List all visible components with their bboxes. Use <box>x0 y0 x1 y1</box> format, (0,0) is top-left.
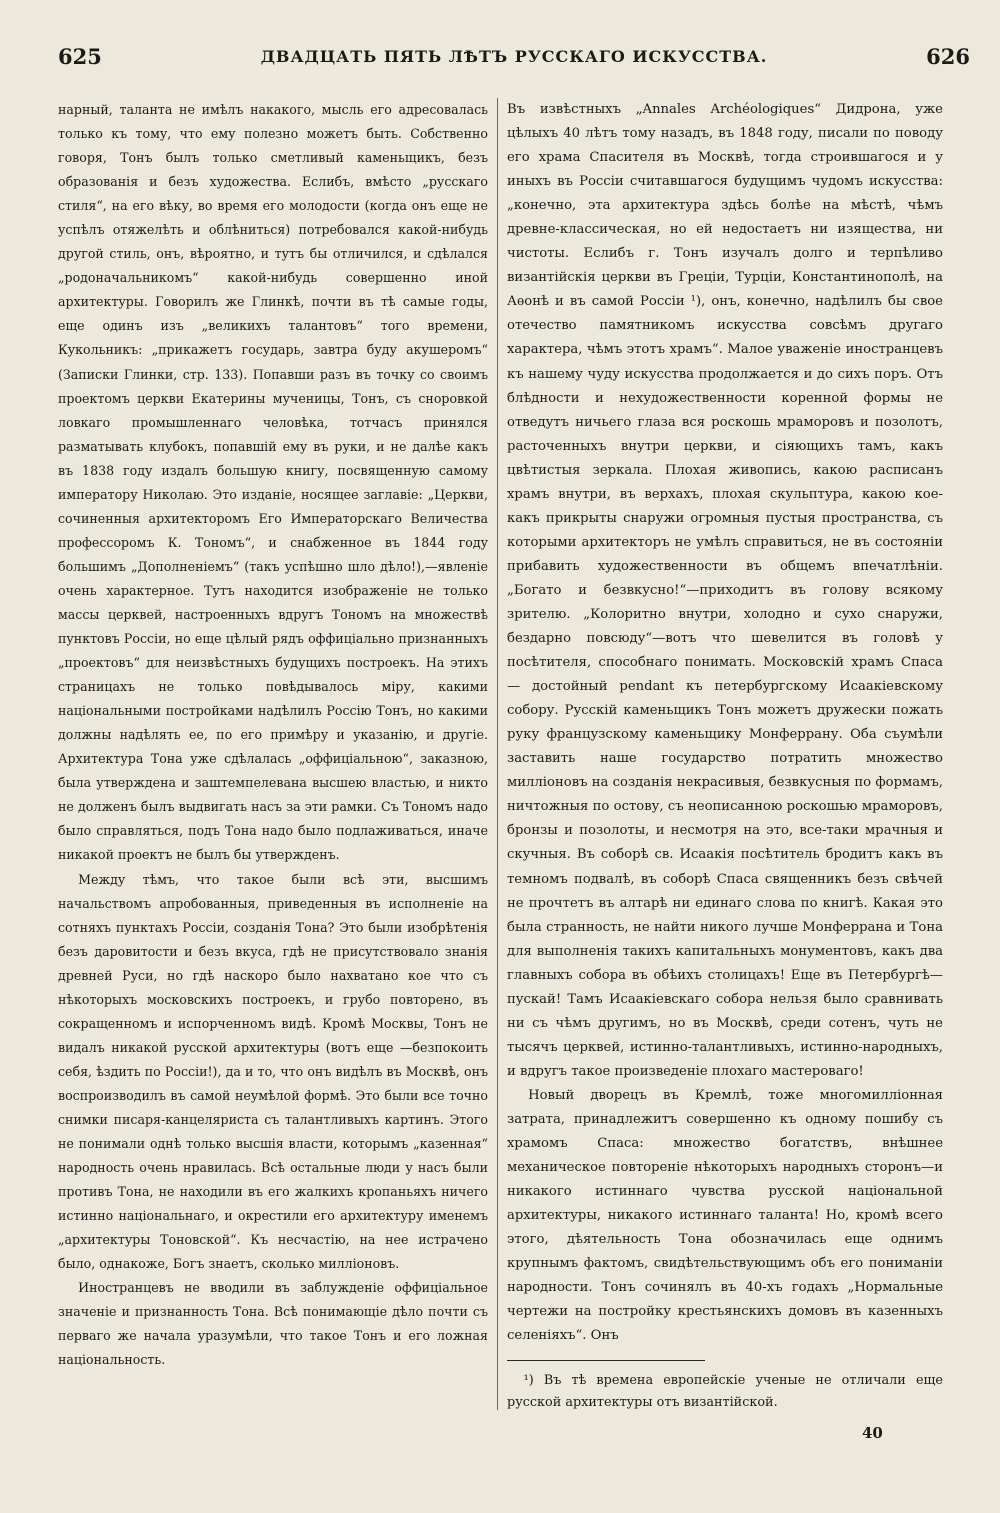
signature-mark: 40 <box>862 1424 883 1442</box>
left-column <box>58 98 488 1372</box>
page-number-right: 626 <box>926 44 970 69</box>
footnote <box>507 1370 943 1414</box>
paragraph: Новый дворецъ въ Кремлѣ, тоже многомилліонная затрата, принадлежитъ совершенно къ одному пошибу съ храмомъ Спаса: множество богатствъ, внѣшнее механическое повтореніе нѣкоторыхъ народныхъ сторонъ—и никакого истиннаго чувства русской національной архитектуры, никакого истиннаго таланта! Но, кромѣ всего этого, дѣятельность Тона обозначилась еще однимъ крупнымъ фактомъ, свидѣтельствующимъ объ его пониманіи народности. Тонъ сочинялъ въ 40-хъ годахъ „Нормальные чертежи на постройку крестьянскихъ домовъ въ казенныхъ селеніяхъ“. Онъ <box>507 1087 943 1344</box>
page-header <box>58 44 970 74</box>
paragraph: Иностранцевъ не вводили въ заблужденіе оффиціальное значеніе и признанность Тона. Всѣ понимающіе дѣло почти съ перваго же начала уразумѣли, что такое Тонъ и его ложная національность. <box>58 1280 488 1368</box>
paragraph: Въ извѣстныхъ „Annales Archéologiques“ Дидрона, уже цѣлыхъ 40 лѣтъ тому назадъ, въ 1848 году, писали по поводу его храма Спасителя въ Москвѣ, тогда строившагося и у иныхъ въ Россіи считавшагося будущимъ чудомъ искусства: „конечно, эта архитектура здѣсь болѣе на мѣстѣ, чѣмъ древне-классическая, но ей недостаетъ ни изящества, ни чистоты. Еслибъ г. Тонъ изучалъ долго и терпѣливо византійскія церкви въ Греціи, Турціи, Константинополѣ, на Аѳонѣ и въ самой Россіи ¹), онъ, конечно, надѣлилъ бы свое отечество памятникомъ искусства совсѣмъ другаго характера, чѣмъ этотъ храмъ“. Малое уваженіе иностранцевъ къ нашему чуду искусства продолжается и до сихъ поръ. Отъ блѣдности и нехудожественности коренной формы не отведутъ ничьего глаза вся роскошь мраморовъ и позолотъ, расточенныхъ внутри церкви, и сіяющихъ тамъ, какъ цвѣтистыя зеркала. Плохая живопись, какою расписанъ храмъ внутри, въ верхахъ, плохая скульптура, какою кое-какъ прикрыты снаружи огромныя пустыя пространства, съ которыми архитекторъ не умѣлъ справиться, не въ состояніи прибавить художественности въ общемъ впечатлѣніи. „Богато и безвкусно!“—приходитъ въ голову всякому зрителю. „Колоритно внутри, холодно и сухо снаружи, бездарно повсюду“—вотъ что шевелится въ головѣ у посѣтителя, способнаго понимать. Московскій храмъ Спаса — достойный pendant къ петербургскому Исаакіевскому собору. Русскій каменьщикъ Тонъ можетъ дружески пожать руку французскому каменьщику Монферрану. Оба съумѣли заставить наше государство потратить множество милліоновъ на созданія некрасивыя, безвкусныя по формамъ, ничтожныя по остову, съ неописанною роскошью мраморовъ, бронзы и позолоты, и несмотря на это, все-таки мрачныя и скучныя. Въ соборѣ св. Исаакія посѣтитель бродитъ какъ въ темномъ подвалѣ, въ соборѣ Спаса священникъ безъ свѣчей не прочтетъ въ алтарѣ ни единаго слова по книгѣ. Какая это была странность, не найти никого лучше Монферрана и Тона для выполненія такихъ капитальныхъ монументовъ, какъ два главныхъ собора въ обѣихъ столицахъ! Еще въ Петербургѣ—пускай! Тамъ Исаакіевскаго собора нельзя было сравнивать ни съ чѣмъ другимъ, но въ Москвѣ, среди сотенъ, чуть не тысячъ церквей, истинно-талантливыхъ, истинно-народныхъ, и вдругъ такое произведеніе плохаго мастероваго! <box>507 102 943 1079</box>
column-divider <box>497 98 498 1410</box>
footnote-text: ¹) Въ тѣ времена европейскіе ученые не отличали еще русской архитектуры отъ византійской. <box>507 1373 943 1410</box>
page-number-left: 625 <box>58 44 102 69</box>
paragraph: Между тѣмъ, что такое были всѣ эти, высшимъ начальствомъ апробованныя, приведенныя въ исполненіе на сотняхъ пунктахъ Россіи, созданія Тона? Это были изобрѣтенія безъ даровитости и безъ вкуса, гдѣ не присутствовало знанія древней Руси, но гдѣ наскоро было нахватано кое что съ нѣкоторыхъ московскихъ построекъ, и грубо повторено, въ сокращенномъ и испорченномъ видѣ. Кромѣ Москвы, Тонъ не видалъ никакой русской архитектуры (вотъ еще —безпокоить себя, ѣздить по Россіи!), да и то, что онъ видѣлъ въ Москвѣ, онъ воспроизводилъ въ самой неумѣлой формѣ. Это были все точно снимки писаря-канцеляриста съ талантливыхъ картинъ. Этого не понимали однѣ только высшія власти, которымъ „казенная“ народность очень нравилась. Всѣ остальные люди у насъ были противъ Тона, не находили въ его жалкихъ кропаньяхъ ничего истинно національнаго, и окрестили его архитектуру именемъ „архитектуры Тоновской“. Къ несчастію, на нее истрачено было, однакоже, Богъ знаетъ, сколько милліоновъ. <box>58 871 488 1272</box>
right-column <box>507 98 943 1348</box>
paragraph: нарный, таланта не имѣлъ накакого, мысль его адресовалась только къ тому, что ему полезно можетъ быть. Собственно говоря, Тонъ былъ только сметливый каменьщикъ, безъ образованія и безъ художества. Еслибъ, вмѣсто „русскаго стиля“, на его вѣку, во время его молодости (когда онъ еще не успѣлъ отяжелѣть и облѣниться) потребовался какой-нибудь другой стиль, онъ, вѣроятно, и тутъ бы отличился, и сдѣлался „родоначальникомъ“ какой-нибудь совершенно иной архитектуры. Говорилъ же Глинкѣ, почти въ тѣ самые годы, еще одинъ изъ „великихъ талантовъ“ того времени, Кукольникъ: „прикажетъ государь, завтра буду акушеромъ“ (Записки Глинки, стр. 133). Попавши разъ въ точку со своимъ проектомъ церкви Екатерины мученицы, Тонъ, съ сноровкой ловкаго промышленнаго человѣка, тотчасъ принялся разматывать клубокъ, попавшій ему въ руки, и не далѣе какъ въ 1838 году издалъ большую книгу, посвященную самому императору Николаю. Это изданіе, носящее заглавіе: „Церкви, сочиненныя архитекторомъ Его Императорскаго Величества профессоромъ К. Тономъ“, и снабженное въ 1844 году большимъ „Дополненіемъ“ (такъ успѣшно шло дѣло!),—явленіе очень характерное. Тутъ находится изображеніе не только массы церквей, настроенныхъ вдругъ Тономъ на множествѣ пунктовъ Россіи, но еще цѣлый рядъ оффиціально признанныхъ „проектовъ“ для неизвѣстныхъ будущихъ построекъ. На этихъ страницахъ не только повѣдывалось міру, какими національными постройками надѣлилъ Россію Тонъ, но какими должны надѣлять ее, по его примѣру и указанію, и другіе. Архитектура Тона уже сдѣлалась „оффиціальною“, заказною, была утверждена и заштемпелевана высшею властью, и никто не долженъ былъ выдвигать насъ за эти рамки. Съ Тономъ надо было справляться, подъ Тона надо было подлаживаться, иначе никакой проектъ не былъ бы утвержденъ. <box>58 102 488 863</box>
running-title: ДВАДЦАТЬ ПЯТЬ ЛѢТЪ РУССКАГО ИСКУССТВА. <box>260 47 768 66</box>
footnote-rule <box>507 1360 705 1361</box>
